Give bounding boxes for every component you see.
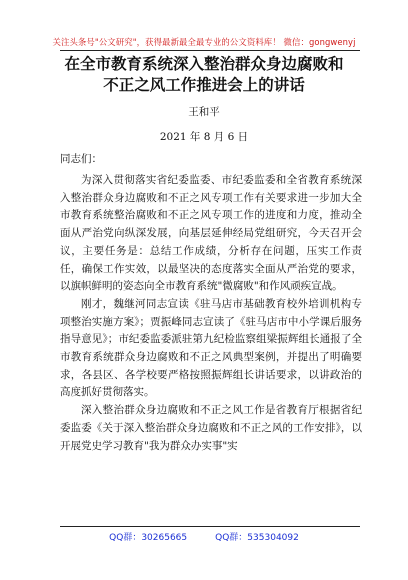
document-title — [40, 54, 368, 96]
header-divider — [60, 50, 360, 51]
document-body — [60, 172, 362, 455]
title-line-1: 在全市教育系统深入整治群众身边腐败和 — [64, 55, 344, 73]
footer-divider — [60, 526, 360, 527]
paragraph: 刚才，魏继河同志宣读《驻马店市基础教育校外培训机构专项整治实施方案》；贾振峰同志宣读了《驻马店市中小学课后服务指导意见》；市纪委监委派驻第九纪检监察组梁振辉组长通报了全市教育系统群众身边腐败和不正之风典型案例，并提出了明确要求，各县区、各学校要严格按照振辉组长讲话要求，以讲政治的高度抓好贯彻落实。 — [60, 297, 362, 399]
footer-qq-group-2: QQ群：535304092 — [215, 533, 299, 543]
paragraph: 深入整治群众身边腐败和不正之风工作是省教育厅根据省纪委监委《关于深入整治群众身边腐败和不正之风的工作安排》，以开展党史学习教育"我为群众办实事"实 — [60, 404, 362, 452]
footer — [0, 530, 408, 543]
greeting: 同志们： — [60, 153, 102, 165]
footer-qq-group-1: QQ群：30265665 — [109, 533, 188, 543]
paragraph: 为深入贯彻落实省纪委监委、市纪委监委和全省教育系统深入整治群众身边腐败和不正之风专项工作有关要求进一步加大全市教育系统整治腐败和不正之风专项工作的进度和力度，推动全面从严治党向纵深发展，向基层延伸经局党组研究，今天召开会议，主要任务是：总结工作成绩，分析存在问题，压实工作责任，确保工作实效，以最坚决的态度落实全面从严治党的要求，以旗帜鲜明的姿态向全市教育系统"微腐败"和作风顽疾宣战。 — [60, 174, 362, 293]
author-name: 王和平 — [188, 106, 220, 118]
header-promo-note: 关注头条号"公文研究"，获得最新最全最专业的公文资料库！ 微信：gongwenyj — [52, 37, 356, 47]
title-line-2: 不正之风工作推进会上的讲话 — [103, 76, 305, 94]
document-date: 2021 年 8 月 6 日 — [159, 131, 249, 143]
